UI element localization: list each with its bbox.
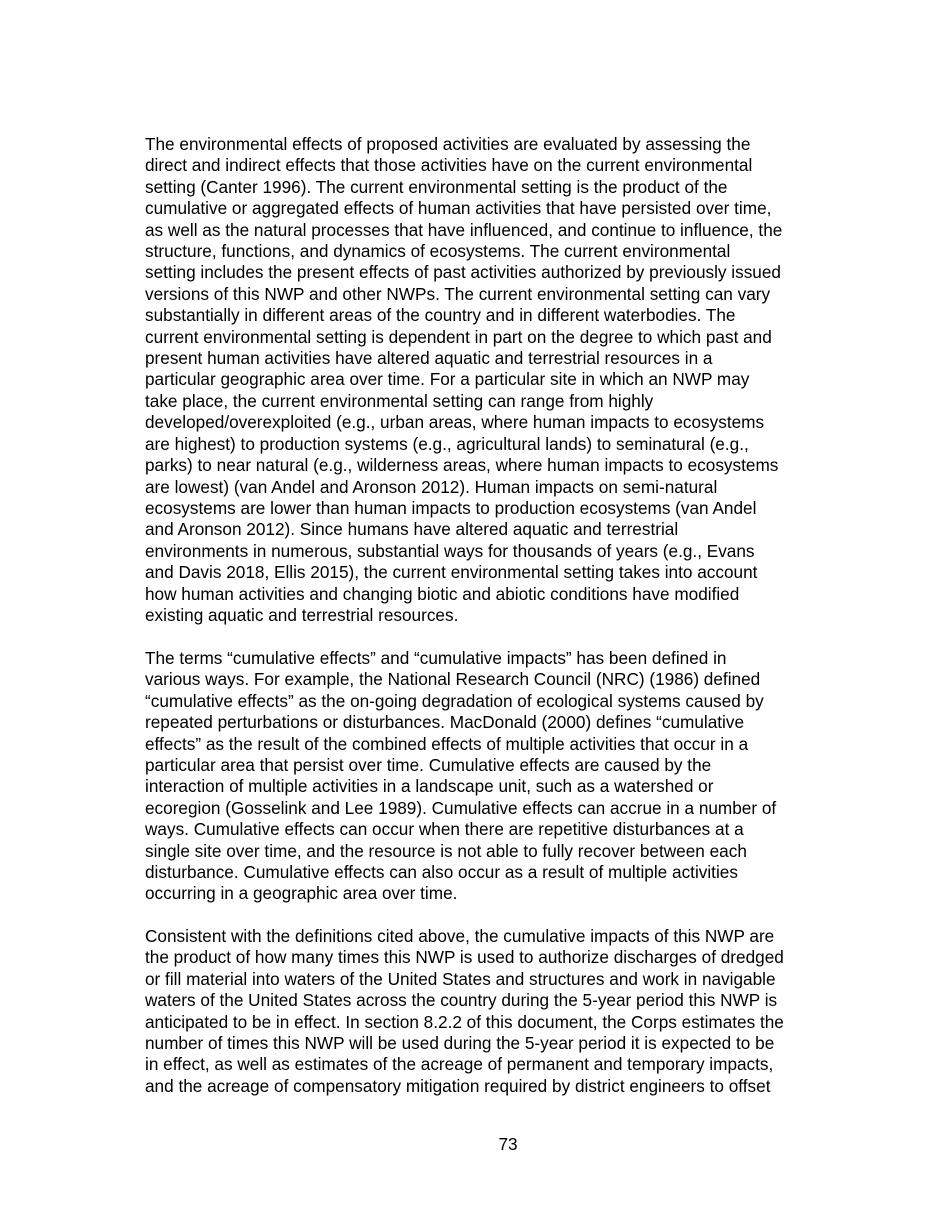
paragraph-environmental-setting <box>145 134 845 626</box>
text-line: “cumulative effects” as the on-going degradation of ecological systems caused by <box>145 690 764 711</box>
text-line: ecosystems are lower than human impacts to production ecosystems (van Andel <box>145 497 757 518</box>
text-line: single site over time, and the resource is not able to fully recover between each <box>145 840 747 861</box>
text-line: anticipated to be in effect. In section 8.2.2 of this document, the Corps estimates the <box>145 1011 784 1032</box>
text-line: disturbance. Cumulative effects can also occur as a result of multiple activities <box>145 862 738 883</box>
text-line: in effect, as well as estimates of the acreage of permanent and temporary impacts, <box>145 1054 774 1075</box>
text-line: versions of this NWP and other NWPs. The current environmental setting can vary <box>145 283 771 304</box>
text-line: substantially in different areas of the country and in different waterbodies. The <box>145 305 736 326</box>
text-line: are lowest) (van Andel and Aronson 2012). Human impacts on semi-natural <box>145 476 718 497</box>
text-line: parks) to near natural (e.g., wilderness areas, where human impacts to ecosystems <box>145 455 779 476</box>
text-line: how human activities and changing biotic and abiotic conditions have modified <box>145 583 740 604</box>
text-line: Consistent with the definitions cited above, the cumulative impacts of this NWP are <box>145 926 775 946</box>
text-line: particular geographic area over time. For a particular site in which an NWP may <box>145 369 750 390</box>
paragraph-cumulative-effects-definitions <box>145 648 845 905</box>
text-line: cumulative or aggregated effects of human activities that have persisted over time, <box>145 198 772 219</box>
text-line: developed/overexploited (e.g., urban areas, where human impacts to ecosystems <box>145 412 765 433</box>
text-line: effects” as the result of the combined effects of multiple activities that occur in a <box>145 733 749 754</box>
text-line: repeated perturbations or disturbances. MacDonald (2000) defines “cumulative <box>145 712 745 733</box>
text-line: and Aronson 2012). Since humans have altered aquatic and terrestrial <box>145 519 679 540</box>
text-line: interaction of multiple activities in a landscape unit, such as a watershed or <box>145 776 714 797</box>
page-number: 73 <box>498 1134 518 1154</box>
text-line: are highest) to production systems (e.g., agricultural lands) to seminatural (e.g., <box>145 433 749 454</box>
text-line: The terms “cumulative effects” and “cumulative impacts” has been defined in <box>145 648 727 668</box>
text-line: occurring in a geographic area over time. <box>145 883 458 904</box>
text-line: ways. Cumulative effects can occur when there are repetitive disturbances at a <box>145 819 744 840</box>
text-line: The environmental effects of proposed activities are evaluated by assessing the <box>145 134 751 154</box>
text-line: as well as the natural processes that have influenced, and continue to influence, the <box>145 219 783 240</box>
text-line: waters of the United States across the country during the 5-year period this NWP is <box>145 990 778 1011</box>
text-line: and Davis 2018, Ellis 2015), the current environmental setting takes into account <box>145 562 758 583</box>
text-line: or fill material into waters of the United States and structures and work in navigable <box>145 968 776 989</box>
text-line: the product of how many times this NWP is used to authorize discharges of dredged <box>145 947 784 968</box>
text-line: setting (Canter 1996). The current environmental setting is the product of the <box>145 176 728 197</box>
text-line: take place, the current environmental setting can range from highly <box>145 390 654 411</box>
text-line: ecoregion (Gosselink and Lee 1989). Cumulative effects can accrue in a number of <box>145 797 777 818</box>
text-line: direct and indirect effects that those activities have on the current environmental <box>145 155 753 176</box>
text-line: and the acreage of compensatory mitigation required by district engineers to offset <box>145 1075 771 1096</box>
text-line: particular area that persist over time. Cumulative effects are caused by the <box>145 755 712 776</box>
paragraph-cumulative-impacts-nwp <box>145 926 845 1097</box>
text-line: environments in numerous, substantial ways for thousands of years (e.g., Evans <box>145 540 755 561</box>
text-line: current environmental setting is dependent in part on the degree to which past and <box>145 326 772 347</box>
text-line: various ways. For example, the National Research Council (NRC) (1986) defined <box>145 669 761 690</box>
text-line: number of times this NWP will be used during the 5-year period it is expected to be <box>145 1033 775 1054</box>
text-line: existing aquatic and terrestrial resources. <box>145 604 459 625</box>
text-line: structure, functions, and dynamics of ecosystems. The current environmental <box>145 241 731 262</box>
text-line: present human activities have altered aquatic and terrestrial resources in a <box>145 348 713 369</box>
text-line: setting includes the present effects of past activities authorized by previously issued <box>145 262 781 283</box>
